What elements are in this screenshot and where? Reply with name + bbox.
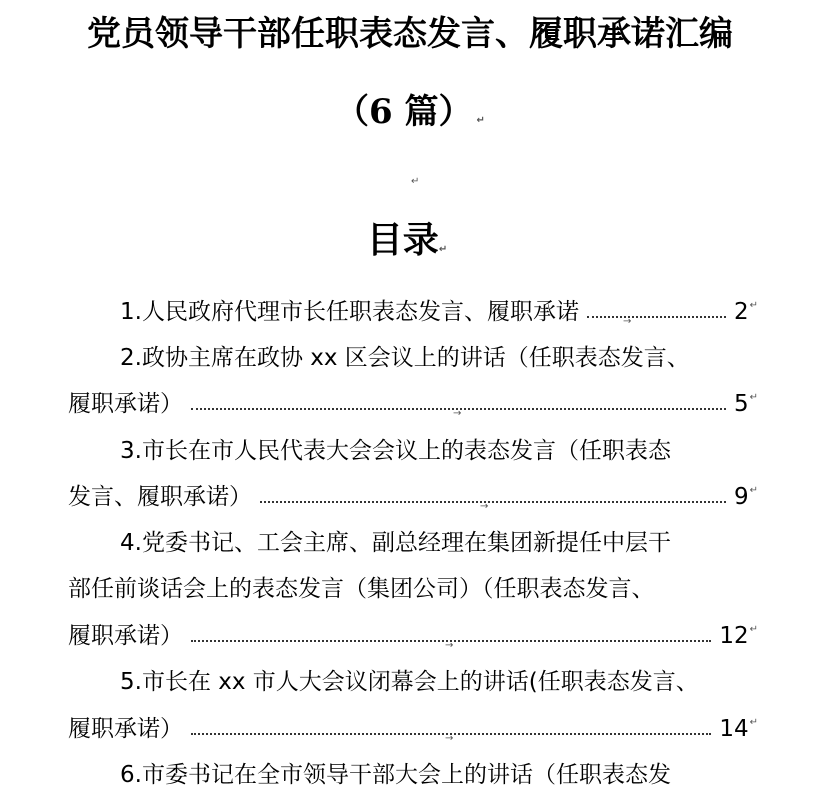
paragraph-mark-icon: ↵ (749, 717, 758, 728)
tab-mark-icon: → (453, 408, 462, 419)
toc-entry-text: 4.党委书记、工会主席、副总经理在集团新提任中层干 (120, 530, 671, 556)
toc-dot-leader (191, 733, 711, 744)
toc-entry-3[interactable] (68, 431, 758, 471)
toc-entry-5-continued[interactable] (68, 709, 758, 749)
tab-mark-icon: → (445, 640, 454, 651)
toc-dot-leader (260, 501, 726, 512)
paragraph-mark-icon: ↵ (749, 485, 758, 496)
document-title: 党员领导干部任职表态发言、履职承诺汇编 (87, 14, 733, 54)
toc-page-number: 5 (733, 391, 749, 417)
tab-mark-icon: → (622, 316, 632, 327)
paragraph-mark-icon: ↵ (411, 176, 420, 187)
toc-entry-4-continued[interactable] (68, 569, 758, 609)
toc-entry-6[interactable] (68, 755, 758, 795)
toc-entry-5[interactable] (68, 662, 758, 702)
toc-entry-3-continued[interactable] (68, 477, 758, 517)
toc-entry-text: 部任前谈话会上的表态发言（集团公司）（任职表态发言、 (68, 576, 655, 602)
document-subtitle-count (60, 92, 760, 141)
toc-entry-text: 3.市长在市人民代表大会会议上的表态发言（任职表态 (120, 438, 671, 464)
toc-page-number: 9 (733, 484, 749, 510)
toc-heading (300, 218, 514, 272)
document-subtitle-text: （6 篇） (335, 92, 473, 132)
paragraph-mark-icon: ↵ (749, 300, 758, 311)
paragraph-mark-icon: ↵ (749, 392, 758, 403)
tab-mark-icon: → (480, 501, 489, 512)
toc-page-number: 12 (719, 623, 749, 649)
toc-heading-label: 目录 (366, 219, 439, 261)
toc-entry-2-continued[interactable] (68, 384, 758, 424)
toc-entry-2[interactable] (68, 338, 758, 378)
toc-entry-text: 履职承诺） (68, 391, 183, 417)
paragraph-mark-icon: ↵ (749, 624, 758, 635)
tab-mark-icon: → (445, 733, 454, 744)
toc-dot-leader (191, 640, 711, 651)
toc-entry-text: 1.人民政府代理市长任职表态发言、履职承诺 (120, 299, 579, 325)
paragraph-mark-icon: ↵ (438, 244, 448, 255)
toc-entry-1[interactable] (68, 292, 758, 332)
toc-dot-leader (191, 408, 726, 419)
paragraph-mark-icon: ↵ (476, 115, 485, 126)
toc-entry-4-continued-2[interactable] (68, 616, 758, 656)
toc-entry-text: 2.政协主席在政协 xx 区会议上的讲话（任职表态发言、 (120, 345, 690, 371)
toc-entry-text: 6.市委书记在全市领导干部大会上的讲话（任职表态发 (120, 762, 671, 788)
toc-page-number: 2 (733, 299, 749, 325)
toc-entry-text: 履职承诺） (68, 623, 183, 649)
toc-entry-4[interactable] (68, 523, 758, 563)
toc-entry-text: 发言、履职承诺） (68, 484, 252, 510)
toc-entry-text: 履职承诺） (68, 716, 183, 742)
toc-page-number: 14 (719, 716, 749, 742)
toc-dot-leader (587, 316, 726, 327)
toc-entry-text: 5.市长在 xx 市人大会议闭幕会上的讲话(任职表态发言、 (120, 669, 699, 695)
